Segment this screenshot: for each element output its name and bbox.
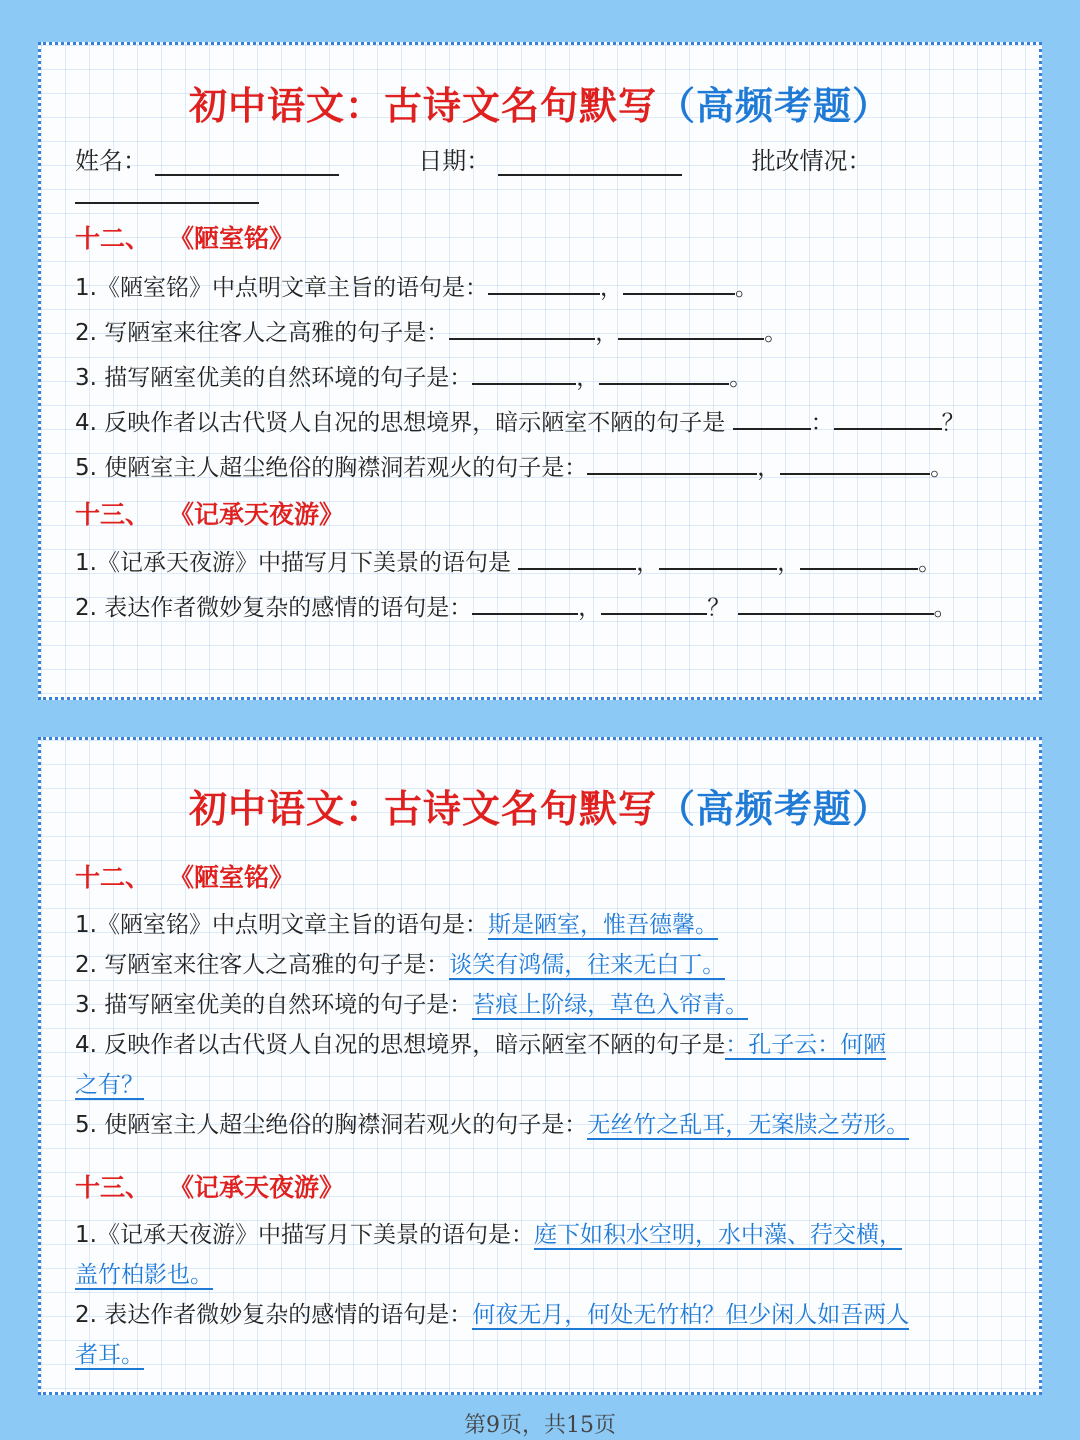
section-title: 《记承天夜游》 (169, 500, 345, 529)
grade-field[interactable] (75, 178, 259, 204)
page-footer: 第9页，共15页 (464, 1413, 616, 1438)
answer-blank[interactable] (618, 316, 764, 340)
question-text: 2. 表达作者微妙复杂的感情的语句是： (75, 595, 473, 621)
answer-13-1 (75, 1220, 902, 1250)
question-text: 1.《陋室铭》中点明文章主旨的语句是： (75, 912, 488, 938)
answer-text: 庭下如积水空明，水中藻、荇交横， (533, 1222, 902, 1248)
section-number: 十二、 (75, 224, 151, 253)
answer-text: 者耳。 (75, 1342, 144, 1368)
answer-blank[interactable] (659, 546, 777, 570)
section-title: 《陋室铭》 (169, 863, 295, 892)
page-title (41, 778, 1039, 833)
section-12-heading (75, 219, 294, 255)
answer-blank[interactable] (800, 546, 918, 570)
answer-12-2 (75, 950, 725, 980)
answer-blank[interactable] (599, 361, 729, 385)
section-13-heading (75, 1168, 344, 1204)
answer-12-5 (75, 1110, 909, 1140)
question-text: 3. 描写陋室优美的自然环境的句子是： (75, 992, 473, 1018)
title-main: 初中语文：古诗文名句默写 (188, 84, 657, 128)
answer-blank[interactable] (780, 451, 930, 475)
section-number: 十三、 (75, 500, 151, 529)
answer-blank[interactable] (488, 271, 600, 295)
question-13-2: 2. 表达作者微妙复杂的感情的语句是： ， ？ 。 (75, 591, 957, 623)
title-main: 初中语文：古诗文名句默写 (188, 787, 657, 831)
answer-blank[interactable] (834, 406, 942, 430)
question-12-1: 1.《陋室铭》中点明文章主旨的语句是： ， 。 (75, 271, 758, 303)
answer-text: 斯是陋室，惟吾德馨。 (487, 912, 718, 938)
answer-12-4-cont (75, 1070, 144, 1100)
question-text: 1.《陋室铭》中点明文章主旨的语句是： (75, 275, 488, 301)
question-text: 5. 使陋室主人超尘绝俗的胸襟洞若观火的句子是： (75, 1112, 588, 1138)
question-13-1: 1.《记承天夜游》中描写月下美景的语句是 ， ， 。 (75, 546, 941, 578)
section-12-heading (75, 858, 294, 894)
question-12-3: 3. 描写陋室优美的自然环境的句子是： ， 。 (75, 361, 752, 393)
question-12-4: 4. 反映作者以古代贤人自况的思想境界，暗示陋室不陋的句子是 ： ？ (75, 406, 965, 438)
answer-blank[interactable] (738, 591, 934, 615)
section-title: 《陋室铭》 (169, 224, 295, 253)
student-info-row (75, 141, 1039, 204)
title-sub: （高频考题） (657, 84, 892, 128)
answer-blank[interactable] (472, 591, 578, 615)
question-text: 2. 写陋室来往客人之高雅的句子是： (75, 320, 450, 346)
answer-blank[interactable] (587, 451, 757, 475)
answer-12-4 (75, 1030, 886, 1060)
grade-label: 批改情况： (751, 147, 872, 175)
section-number: 十二、 (75, 863, 151, 892)
answer-13-2 (75, 1300, 909, 1330)
answer-text: ：孔子云：何陋 (725, 1032, 887, 1058)
name-label: 姓名： (75, 147, 147, 175)
answer-blank[interactable] (733, 406, 811, 430)
answer-12-1 (75, 910, 718, 940)
section-13-heading (75, 495, 344, 531)
answer-text: 之有？ (75, 1072, 144, 1098)
answer-13-2-cont (75, 1340, 144, 1370)
answer-12-3 (75, 990, 748, 1020)
exercise-card (38, 42, 1042, 700)
name-field[interactable] (155, 150, 339, 176)
question-text: 1.《记承天夜游》中描写月下美景的语句是 (75, 550, 511, 576)
answer-card (38, 737, 1042, 1395)
question-text: 2. 表达作者微妙复杂的感情的语句是： (75, 1302, 473, 1328)
question-text: 2. 写陋室来往客人之高雅的句子是： (75, 952, 450, 978)
answer-text: 无丝竹之乱耳，无案牍之劳形。 (587, 1112, 910, 1138)
answer-13-1-cont (75, 1260, 213, 1290)
answer-blank[interactable] (601, 591, 707, 615)
answer-blank[interactable] (623, 271, 735, 295)
date-label: 日期： (418, 147, 491, 175)
question-text: 4. 反映作者以古代贤人自况的思想境界，暗示陋室不陋的句子是 (75, 410, 726, 436)
section-number: 十三、 (75, 1173, 151, 1202)
question-text: 4. 反映作者以古代贤人自况的思想境界，暗示陋室不陋的句子是 (75, 1032, 726, 1058)
title-sub: （高频考题） (657, 787, 892, 831)
question-text: 3. 描写陋室优美的自然环境的句子是： (75, 365, 473, 391)
answer-text: 谈笑有鸿儒，往来无白丁。 (449, 952, 726, 978)
answer-blank[interactable] (449, 316, 595, 340)
date-field[interactable] (498, 150, 682, 176)
page-title (41, 75, 1039, 130)
answer-blank[interactable] (518, 546, 636, 570)
question-12-2: 2. 写陋室来往客人之高雅的句子是： ， 。 (75, 316, 787, 348)
question-text: 1.《记承天夜游》中描写月下美景的语句是： (75, 1222, 534, 1248)
answer-text: 苔痕上阶绿，草色入帘青。 (472, 992, 749, 1018)
answer-text: 何夜无月，何处无竹柏？但少闲人如吾两人 (472, 1302, 910, 1328)
question-12-5: 5. 使陋室主人超尘绝俗的胸襟洞若观火的句子是： ， 。 (75, 451, 953, 483)
answer-text: 盖竹柏影也。 (75, 1262, 213, 1288)
answer-blank[interactable] (472, 361, 576, 385)
question-text: 5. 使陋室主人超尘绝俗的胸襟洞若观火的句子是： (75, 455, 588, 481)
section-title: 《记承天夜游》 (169, 1173, 345, 1202)
